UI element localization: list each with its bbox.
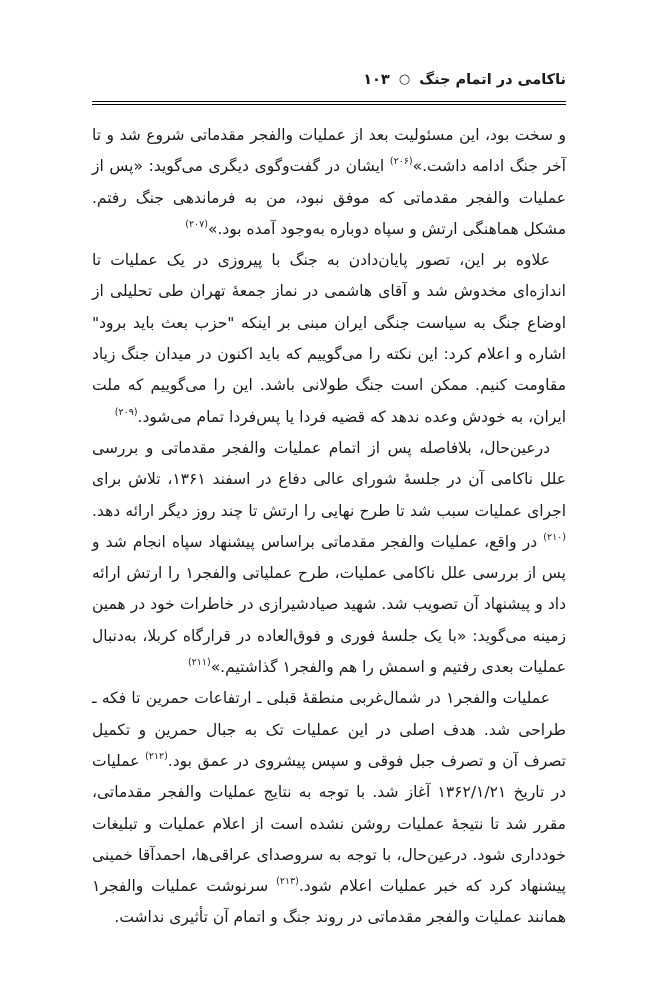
paragraph-text: ایشان در گفت‌وگوی دیگری می‌گوید: «پس از عملیات والفجر مقدماتی که موفق نبود، من به فرماندهی جنگ رفتم. مشکل هماهنگی ارتش و سپاه دوباره به‌وجود آمده بود.»	[92, 157, 566, 238]
paragraph-text: و سخت بود، این مسئولیت بعد از عملیات والفجر مقدماتی شروع شد و تا آخر جنگ ادامه داشت.»	[92, 126, 566, 176]
circle-ornament-icon: ○	[398, 72, 411, 87]
paragraph	[92, 433, 566, 683]
footnote-reference: (۲۰۹)	[114, 406, 138, 418]
paragraph-text: در واقع، عملیات والفجر مقدماتی براساس پیشنهاد سپاه انجام شد و پس از بررسی علل ناکامی عملیات، طرح عملیاتی والفجر۱ را ارتش ارائه داد و پیشنهاد آن تصویب شد. شهید صیادشیرازی در خاطرات خود در همین زمینه می‌گوید: «با یک جلسهٔ فوری و فوق‌العاده در قرارگاه کربلا، به‌دنبال عملیات بعدی رفتیم و اسمش را هم والفجر۱ گذاشتیم.»	[92, 532, 566, 677]
paragraph-text: سرنوشت عملیات والفجر۱ همانند عملیات والفجر مقدماتی در روند جنگ و اتمام آن تأثیری نداشت.	[92, 877, 566, 927]
header-rule-top	[92, 101, 566, 102]
running-title: ناکامی در اتمام جنگ	[419, 72, 566, 88]
footnote-reference: (۲۱۲)	[145, 750, 168, 762]
footnote-reference: (۲۱۳)	[276, 876, 299, 888]
paragraph	[92, 683, 566, 933]
paragraph	[92, 245, 566, 433]
paragraph-text: عملیات والفجر۱ در شمال‌غربی منطقهٔ قبلی ـ ارتفاعات حمرین تا فکه ـ طراحی شد. هدف اصلی در این عملیات تک به جبال حمرین و تکمیل تصرف آن و تصرف جبل فوقی و سپس پیشروی در عمق بود.	[92, 689, 567, 770]
header-rule-bottom	[92, 104, 566, 105]
paragraph-text: علاوه بر این، تصور پایان‌دادن به جنگ با پیروزی در یک عملیات تا اندازه‌ای مخدوش شد و آقای هاشمی در نماز جمعهٔ تهران طی تحلیلی از اوضاع جنگ به سیاست جنگی ایران مبنی بر اینکه "حزب بعث باید برود" اشاره و اعلام کرد: این نکته را می‌گوییم که باید اکنون در میدان جنگ زیاد مقاومت کنیم. ممکن است جنگ طولانی باشد. این را می‌گوییم که ملت ایران، به خودش وعده ندهد که قضیه فردا یا پس‌فردا تمام می‌شود.	[92, 251, 566, 426]
paragraph-text: عملیات در تاریخ ۱۳۶۲/۱/۲۱ آغاز شد. با توجه به نتایج عملیات والفجر مقدماتی، مقرر شد تا نتیجهٔ عملیات روشن نشده است از اعلام عملیات و تبلیغات خودداری شود. درعین‌حال، با توجه به سروصدای عراقی‌ها، احمدآقا خمینی پیشنهاد کرد که خبر عملیات اعلام شود.	[92, 751, 566, 896]
page-number: ۱۰۳	[363, 72, 390, 88]
paragraph-text: درعین‌حال، بلافاصله پس از اتمام عملیات والفجر مقدماتی و بررسی علل ناکامی آن در جلسهٔ شورای عالی دفاع در اسفند ۱۳۶۱، تلاش برای اجرای عملیات سبب شد تا طرح نهایی را ارتش تا چند روز دیگر ارائه دهد.	[92, 438, 566, 520]
paragraph	[92, 120, 566, 245]
running-header	[92, 72, 566, 88]
footnote-reference: (۲۰۶)	[389, 156, 413, 168]
footnote-reference: (۲۱۰)	[543, 531, 566, 543]
footnote-reference: (۲۰۷)	[185, 218, 208, 230]
footnote-reference: (۲۱۱)	[187, 657, 211, 669]
body-text	[92, 120, 566, 934]
